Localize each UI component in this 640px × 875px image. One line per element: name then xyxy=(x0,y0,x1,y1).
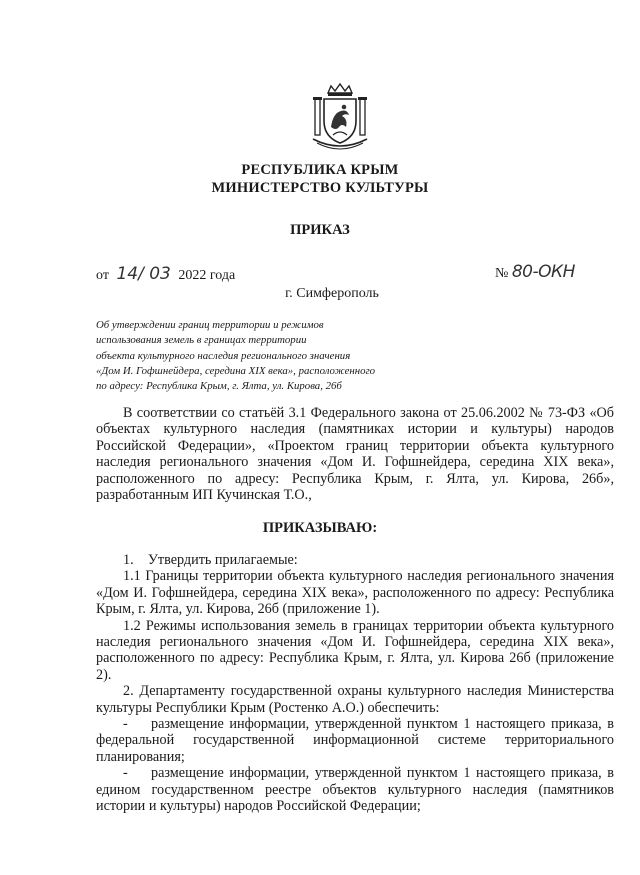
order-heading: ПРИКАЗЫВАЮ: xyxy=(262,520,378,536)
subject-line: Об утверждении границ территории и режимов xyxy=(96,319,324,331)
order-item-1-1: 1.1 Границы территории объекта культурного наследия регионального значения «Дом И. Гофшнейдера, середина XIX века», расположенного по адресу: Республика Крым, г. Ялта, ул. Кирова, 26б (приложение 1). xyxy=(96,568,614,618)
document-type: ПРИКАЗ xyxy=(290,222,350,238)
bullet-marker: - xyxy=(123,765,128,782)
bullet-item xyxy=(96,765,614,814)
header-ministry: МИНИСТЕРСТВО КУЛЬТУРЫ xyxy=(211,180,429,196)
order-item-2: 2. Департаменту государственной охраны культурного наследия Министерства культуры Республики Крым (Ростенко А.О.) обеспечить: xyxy=(96,683,614,716)
preamble-paragraph: В соответствии со статьёй 3.1 Федерального закона от 25.06.2002 № 73-ФЗ «Об объектах культурного наследия (памятниках истории и культуры) народов Российской Федерации», «Проектом границ территории объекта культурного наследия регионального значения «Дом И. Гофшнейдера, середина XIX века», расположенного по адресу: Республика Крым, г. Ялта, ул. Кирова, 26б», разработанным ИП Кучинская Т.О., xyxy=(96,405,614,504)
date-prefix: от xyxy=(96,268,109,283)
number-sign: № xyxy=(495,266,509,281)
bullet-text: размещение информации, утвержденной пунктом 1 настоящего приказа, в федеральной государственной информационной системе территориального планирования; xyxy=(96,716,614,765)
order-item-1: 1. Утвердить прилагаемые: xyxy=(123,552,298,568)
bullet-item xyxy=(96,716,614,765)
date-year: 2022 года xyxy=(178,268,236,283)
handwritten-date: 14/ 03 xyxy=(116,264,171,284)
subject-line: использования земель в границах территории xyxy=(96,334,307,347)
document-city: г. Симферополь xyxy=(285,286,379,301)
subject-line: по адресу: Республика Крым, г. Ялта, ул. Кирова, 26б xyxy=(96,380,342,393)
header-republic: РЕСПУБЛИКА КРЫМ xyxy=(241,162,399,178)
subject-line: «Дом И. Гофшнейдера, середина XIX века», расположенного xyxy=(96,364,376,377)
order-items xyxy=(96,552,614,815)
bullet-marker: - xyxy=(123,716,128,733)
document-subject xyxy=(96,318,416,394)
subject-line: объекта культурного наследия регионального значения xyxy=(96,349,351,362)
document-number xyxy=(495,262,575,282)
document-date xyxy=(96,264,235,284)
bullet-text: размещение информации, утвержденной пунктом 1 настоящего приказа, в едином государственном реестре объектов культурного наследия (памятников истории и культуры) народов Российской Федерации; xyxy=(96,765,614,815)
handwritten-number: 80-ОКН xyxy=(511,262,575,282)
order-item-1-2: 1.2 Режимы использования земель в границах территории объекта культурного наследия регионального значения «Дом И. Гофшнейдера, середина XIX века», расположенного по адресу: Республика Крым, г. Ялта, ул. Кирова 26б (приложение 2). xyxy=(96,617,614,683)
crimea-coat-of-arms-icon xyxy=(311,83,369,151)
